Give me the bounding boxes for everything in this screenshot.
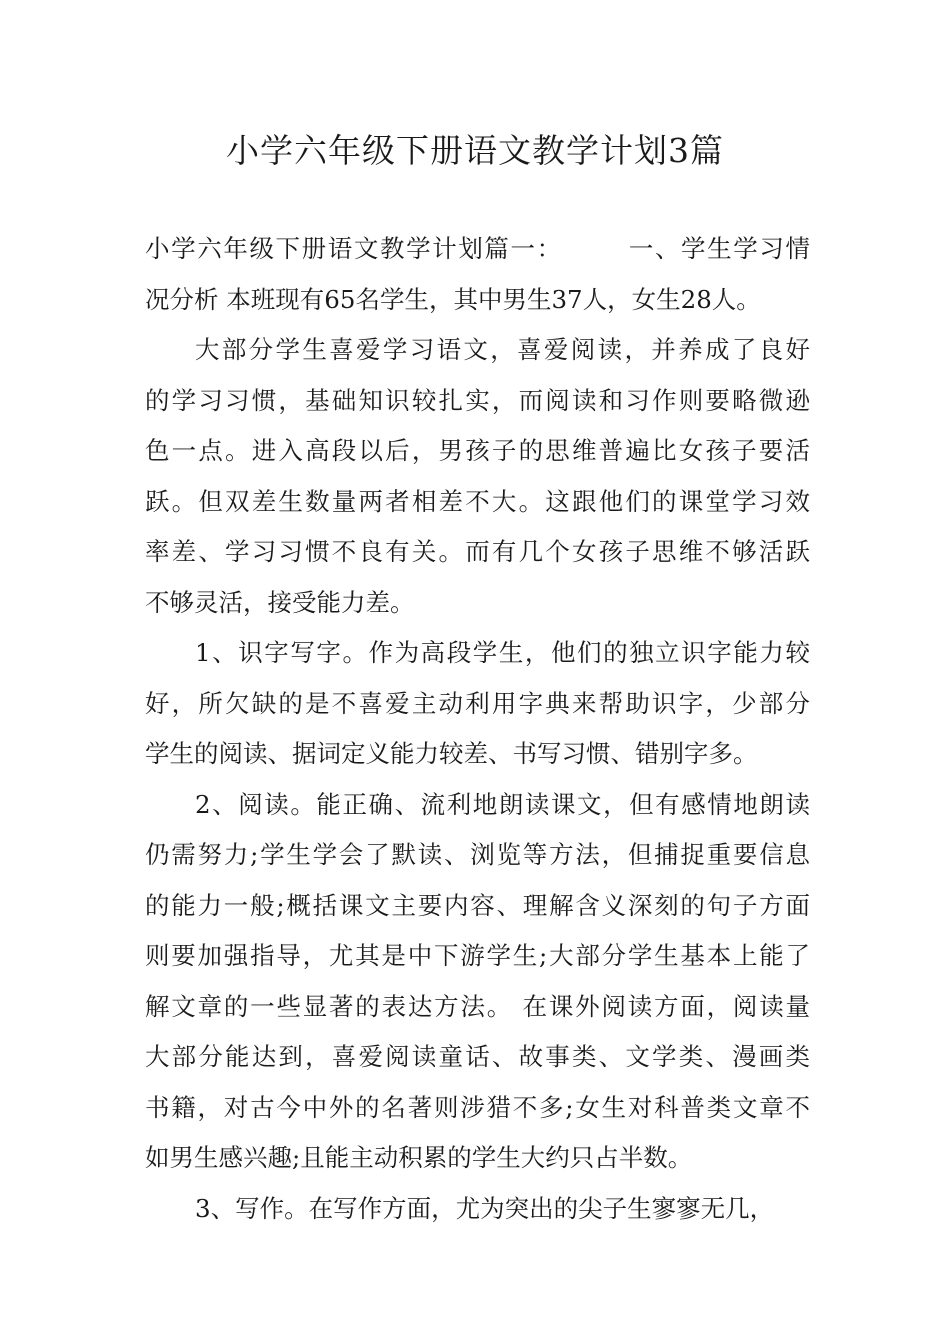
text-line: 2、阅读。能正确、流利地朗读课文，但有感情地朗读 <box>195 789 810 819</box>
text-line: 率差、学习习惯不良有关。而有几个女孩子思维不够活跃 <box>145 537 810 566</box>
text-line: 色一点。进入高段以后，男孩子的思维普遍比女孩子要活 <box>145 436 810 465</box>
text-line: 如男生感兴趣;且能主动积累的学生大约只占半数。 <box>145 1143 693 1172</box>
text-line: 况分析 本班现有65名学生，其中男生37人，女生28人。 <box>145 284 761 314</box>
text-line: 的学习习惯，基础知识较扎实，而阅读和习作则要略微逊 <box>145 385 810 415</box>
text-line: 不够灵活，接受能力差。 <box>145 587 415 617</box>
document-title: 小学六年级下册语文教学计划3篇 <box>226 131 724 170</box>
document-body <box>145 224 810 1234</box>
text-line: 学生的阅读、据词定义能力较差、书写习惯、错别字多。 <box>145 739 758 768</box>
text-line: 小学六年级下册语文教学计划篇一： 一、学生学习情 <box>145 234 810 263</box>
text-line: 则要加强指导，尤其是中下游学生;大部分学生基本上能了 <box>145 941 810 970</box>
text-line: 解文章的一些显著的表达方法。 在课外阅读方面，阅读量 <box>145 991 810 1021</box>
text-line: 大部分学生喜爱学习语文，喜爱阅读，并养成了良好 <box>195 335 810 364</box>
text-line: 跃。但双差生数量两者相差不大。这跟他们的课堂学习效 <box>145 486 810 516</box>
text-line: 好，所欠缺的是不喜爱主动利用字典来帮助识字，少部分 <box>145 688 810 718</box>
text-line: 3、写作。在写作方面，尤为突出的尖子生寥寥无几， <box>195 1193 775 1223</box>
text-line: 的能力一般;概括课文主要内容、理解含义深刻的句子方面 <box>145 890 810 920</box>
text-line: 仍需努力;学生学会了默读、浏览等方法，但捕捉重要信息 <box>145 840 810 869</box>
text-line: 书籍，对古今中外的名著则涉猎不多;女生对科普类文章不 <box>145 1092 810 1122</box>
text-line: 大部分能达到，喜爱阅读童话、故事类、文学类、漫画类 <box>145 1042 810 1071</box>
text-line: 1、识字写字。作为高段学生，他们的独立识字能力较 <box>195 638 810 667</box>
